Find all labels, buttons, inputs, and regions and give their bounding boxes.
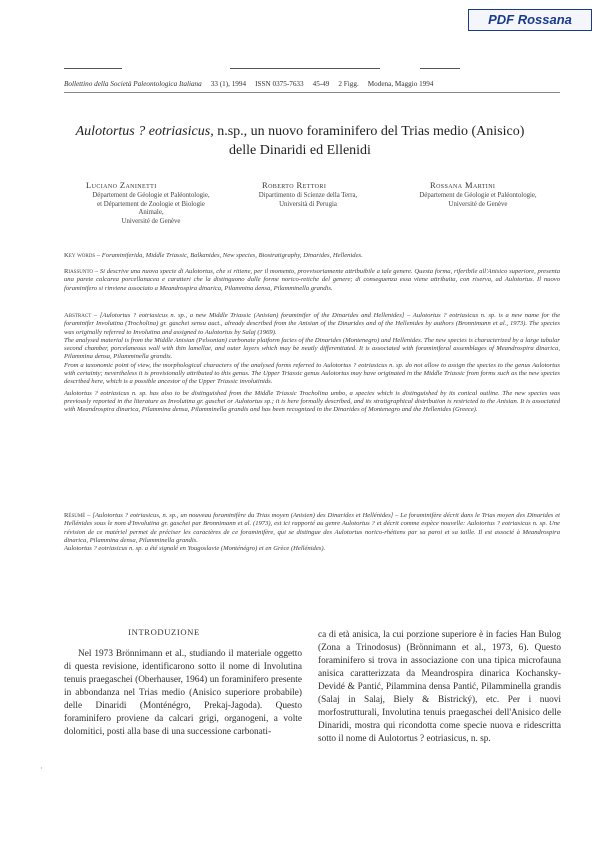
section-heading-introduzione: INTRODUZIONE bbox=[128, 627, 200, 637]
journal-issn: ISSN 0375-7633 bbox=[255, 80, 304, 88]
pdf-badge: PDF Rossana bbox=[468, 9, 592, 31]
resume-text: – [Aulotortus ? eotriasicus, n. sp., un nouveau foraminifère du Trias moyen (Anisien) des Dinarides et Hellénides] – Le foraminifère décrit dans le Trias moyen des Dinarides et Hellénides sous le nom d'Involutina gr. gaschei par Bronnimann et al. (1973), est ici rapporté au genre Aulotortus ? et décrit comme espèce nouvelle: Aulotortus ? eotriasicus n. sp. Une révision de ce matériel permet de préciser les caractères de ce foraminifère, qui se distingue des Aulotortus norico-rhétiens par sa paroi et sa taille. Il est associé à Meandrospira dinarica, Pilammina densa, Pilamminella grandis. bbox=[64, 512, 560, 544]
riassunto-label: Riassunto bbox=[64, 268, 94, 275]
riassunto bbox=[64, 268, 560, 293]
abstract-p1-text: – [Aulotortus ? eotriasicus n. sp., a new Middle Triassic (Anisian) foraminifer of the Dinarides and Hellenides] – Aulotortus ? eotriasicus n. sp. is a new name for the foraminifer Involutina (Trocholina) gr. gaschei sensu auct., already described from the Anisian of the Dinarides and of the Hellenides by authors (Bronnimann et al., 1973). The species was originally referred to Involutina and assigned to Aulotortus by Salaj (1969). bbox=[64, 312, 560, 336]
resume bbox=[64, 512, 560, 553]
journal-date: Modena, Maggio 1994 bbox=[367, 80, 434, 88]
journal-name: Bollettino della Società Paleontologica Italiana bbox=[64, 80, 202, 88]
journal-pages: 45-49 bbox=[312, 80, 330, 88]
keywords-text: – Foraminiferida, Middle Triassic, Balkanides, New species, Biostratigraphy, Dinarides, Hellenides. bbox=[96, 252, 363, 259]
abstract-p1 bbox=[64, 312, 560, 337]
riassunto-text: – Si descrive una nuova specie di Aulotortus, che si ritiene, per il momento, provvisoriamente attribuibile a tale genere. Questa forma, riferibile all'Anisico superiore, presenta una parete calcarea porcellanacea e caratteri che la distinguono dalle forme norico-retiche del genere; di conseguenza essa viene attribuita, con riserva, ad Aulotortus. Il nuovo foraminifero si rinviene associato a Meandrospira dinarica, Pilammina densa, Pilamminella grandis. bbox=[64, 268, 560, 292]
body-column-left: Nel 1973 Brönnimann et al., studiando il materiale oggetto di questa revisione, identificarono sotto il nome di Involutina tenuis praegaschei (Oberhauser, 1964) un foraminifero presente in abbondanza nel Trias medio (Anisico superiore probabile) delle Dinaridi (Monténégro, Prekaj-Jagoda). Questo foraminifero proviene da calcari grigi, organogeni, a volte dolomitici, posti alla base di una successione carbonati- bbox=[64, 649, 302, 737]
article-title bbox=[40, 122, 560, 160]
title-line2: delle Dinaridi ed Ellenidi bbox=[229, 143, 371, 158]
keywords-label: Key words bbox=[64, 252, 96, 259]
abstract-label: Abstract bbox=[64, 312, 92, 319]
header-underline bbox=[64, 92, 560, 93]
author-2: Roberto Rettori bbox=[262, 180, 327, 190]
header-rule-right bbox=[420, 68, 460, 69]
journal-volume: 33 (1), 1994 bbox=[210, 80, 247, 88]
abstract-p2: The analysed material is from the Middle Anisian (Pelsonian) carbonate platform facies of the Dinarides (Montenegro) and Hellenides. The new species is characterized by a large tubular second chamber, porcelaneous wall with thin lamellae, and outer layers which may be neatly differentiated. It is associated with foraminiferal assemblages of Meandrospira dinarica, Pilammina densa, Pilamminella grandis. bbox=[64, 336, 560, 361]
author-1: Luciano Zaninetti bbox=[86, 180, 157, 190]
affiliation-1: Département de Géologie et Paléontologie, et Département de Zoologie et Biologie Animale, Université de Genève bbox=[92, 192, 210, 225]
margin-mark: · bbox=[40, 764, 43, 773]
abstract-p4: Aulotortus ? eotriasicus n. sp. has also to be distinguished from the Middle Triassic Trocholina umbo, a species which is distinguished by its conical outline. The new species was previously reported in the literature as Involutina gr. gaschei or Aulotortus sp.; it is here formally described, and its stratigraphical distribution is restricted to the Anisian. It is associated with Meandrospira dinarica, Pilammina densa, Pilamminella grandis and has been recognized in the Dinarides of Montenegro and the Hellenides (Greece). bbox=[64, 389, 560, 414]
body-column-right: ca di età anisica, la cui porzione superiore è in facies Han Bulog (Zona a Trinodosus) (Brönnimann et al., 1973, 6). Questo foraminifero si trova in associazione con una tipica microfauna anisica caratterizzata da Meandrospira dinarica Kochansky-Devidé & Pantić, Pilammina densa Pantić, Pilamminella grandis (Salaj in Salaj, Biely & Bistrický), etc. Per i nuovi morfostrutturali, Involutina tenuis praegaschei dell'Anisico delle Dinaridi, mostra qui ricondotta come specie nuova e ridescritta sotto il nome di Aulotortus ? eotriasicus, n. sp. bbox=[318, 630, 561, 744]
affiliation-2: Dipartimento di Scienze della Terra, Università di Perugia bbox=[258, 192, 358, 208]
abstract-en bbox=[64, 312, 560, 415]
title-species: Aulotortus ? eotriasicus bbox=[75, 124, 211, 139]
header-rule-mid bbox=[230, 68, 380, 69]
journal-figs: 2 Figg. bbox=[338, 80, 359, 88]
resume-extra: Aulotortus ? eotriasicus n. sp. a été signalé en Yougoslavie (Monténégro) et en Grèce (Hellénides). bbox=[64, 545, 326, 553]
resume-label: Résumé bbox=[64, 512, 86, 519]
author-3: Rossana Martini bbox=[430, 180, 496, 190]
abstract-p3: From a taxonomic point of view, the morphological characters of the analysed forms referred to Aulotortus ? eotriasicus n. sp. do not allow to assign the species to the genus Aulotortus with certainty; nevertheless it is provisionally attributed to this genus. The Upper Triassic genus Aulotortus may have originated in the Middle Triassic from forms such as the new species described here, which is a possible ancestor of the Upper Triassic involutinids. bbox=[64, 361, 560, 386]
resume-p1 bbox=[64, 512, 560, 545]
header-rule-left bbox=[64, 68, 122, 69]
title-line1-rest: , n.sp., un nuovo foraminifero del Trias medio (Anisico) bbox=[210, 124, 525, 139]
keywords bbox=[64, 252, 560, 260]
running-head bbox=[64, 80, 564, 88]
affiliation-3: Département de Géologie et Paléontologie, Université de Genève bbox=[419, 192, 537, 208]
